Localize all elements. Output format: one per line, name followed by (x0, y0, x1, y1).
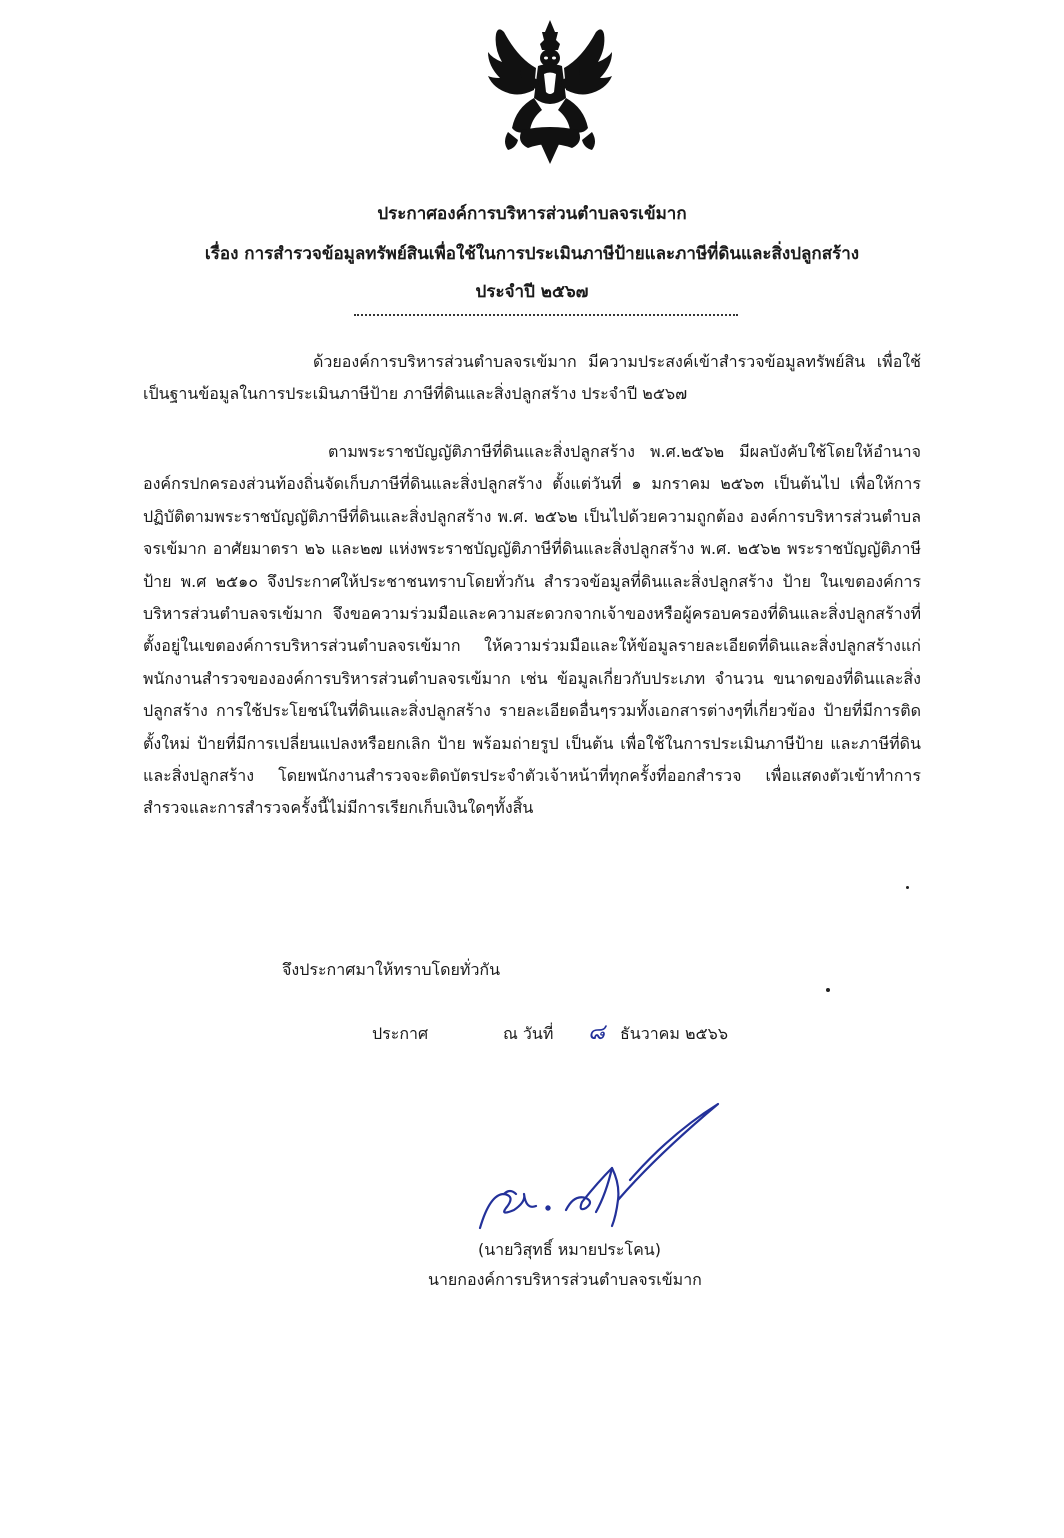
date-label: ณ วันที่ (503, 1024, 554, 1043)
date-day-handwritten: ๘ (588, 1020, 605, 1045)
announcement-year: ประจำปี ๒๕๖๗ (475, 282, 589, 302)
scan-speck (906, 886, 909, 889)
date-month-year: ธันวาคม ๒๕๖๖ (620, 1024, 728, 1043)
garuda-emblem-icon (482, 18, 618, 168)
closing-announce: จึงประกาศมาให้ทราบโดยทั่วกัน (282, 960, 501, 979)
signer-position: นายกองค์การบริหารส่วนตำบลจรเข้มาก (428, 1270, 702, 1289)
body-paragraph-2: ตามพระราชบัญญัติภาษีที่ดินและสิ่งปลูกสร้าง พ.ศ.๒๕๖๒ มีผลบังคับใช้โดยให้อำนาจองค์กรปกครองส่วนท้องถิ่นจัดเก็บภาษีที่ดินและสิ่งปลูกสร้าง ตั้งแต่วันที่ ๑ มกราคม ๒๕๖๓ เป็นต้นไป เพื่อให้การปฏิบัติตามพระราชบัญญัติภาษีที่ดินและสิ่งปลูกสร้าง พ.ศ. ๒๕๖๒ เป็นไปด้วยความถูกต้อง องค์การบริหารส่วนตำบลจรเข้มาก อาศัยมาตรา ๒๖ และ๒๗ แห่งพระราชบัญญัติภาษีที่ดินและสิ่งปลูกสร้าง พ.ศ. ๒๕๖๒ พระราชบัญญัติภาษีป้าย พ.ศ ๒๕๑๐ จึงประกาศให้ประชาชนทราบโดยทั่วกัน สำรวจข้อมูลที่ดินและสิ่งปลูกสร้าง ป้าย ในเขตองค์การบริหารส่วนตำบลจรเข้มาก จึงขอความร่วมมือและความสะดวกจากเจ้าของหรือผู้ครอบครองที่ดินและสิ่งปลูกสร้างที่ตั้งอยู่ในเขตองค์การบริหารส่วนตำบลจรเข้มาก ให้ความร่วมมือและให้ข้อมูลรายละเอียดที่ดินและสิ่งปลูกสร้างแก่พนักงานสำรวจขององค์การบริหารส่วนตำบลจรเข้มาก เช่น ข้อมูลเกี่ยวกับประเภท จำนวน ขนาดของที่ดินและสิ่งปลูกสร้าง การใช้ประโยชน์ในที่ดินและสิ่งปลูกสร้าง รายละเอียดอื่นๆรวมทั้งเอกสารต่างๆที่เกี่ยวข้อง ป้ายที่มีการติดตั้งใหม่ ป้ายที่มีการเปลี่ยนแปลงหรือยกเลิก ป้าย พร้อมถ่ายรูป เป็นต้น เพื่อใช้ในการประเมินภาษีป้าย และภาษีที่ดินและสิ่งปลูกสร้าง โดยพนักงานสำรวจจะติดบัตรประจำตัวเจ้าหน้าที่ทุกครั้งที่ออกสำรวจ เพื่อแสดงตัวเข้าทำการสำรวจและการสำรวจครั้งนี้ไม่มีการเรียกเก็บเงินใดๆทั้งสิ้น (143, 442, 921, 818)
handwritten-signature-icon (470, 1098, 720, 1238)
scan-speck (826, 988, 830, 992)
announcement-subject: เรื่อง การสำรวจข้อมูลทรัพย์สินเพื่อใช้ในการประเมินภาษีป้ายและภาษีที่ดินและสิ่งปลูกสร้าง (204, 244, 860, 264)
announced-label: ประกาศ (372, 1024, 429, 1043)
announcement-title: ประกาศองค์การบริหารส่วนตำบลจรเข้มาก (377, 204, 687, 224)
signer-name: (นายวิสุทธิ์ หมายประโคน) (478, 1240, 661, 1259)
body-paragraph-1: ด้วยองค์การบริหารส่วนตำบลจรเข้มาก มีความประสงค์เข้าสำรวจข้อมูลทรัพย์สิน เพื่อใช้เป็นฐานข้อมูลในการประเมินภาษีป้าย ภาษีที่ดินและสิ่งปลูกสร้าง ประจำปี ๒๕๖๗ (143, 352, 921, 404)
divider-dotted (354, 314, 738, 316)
